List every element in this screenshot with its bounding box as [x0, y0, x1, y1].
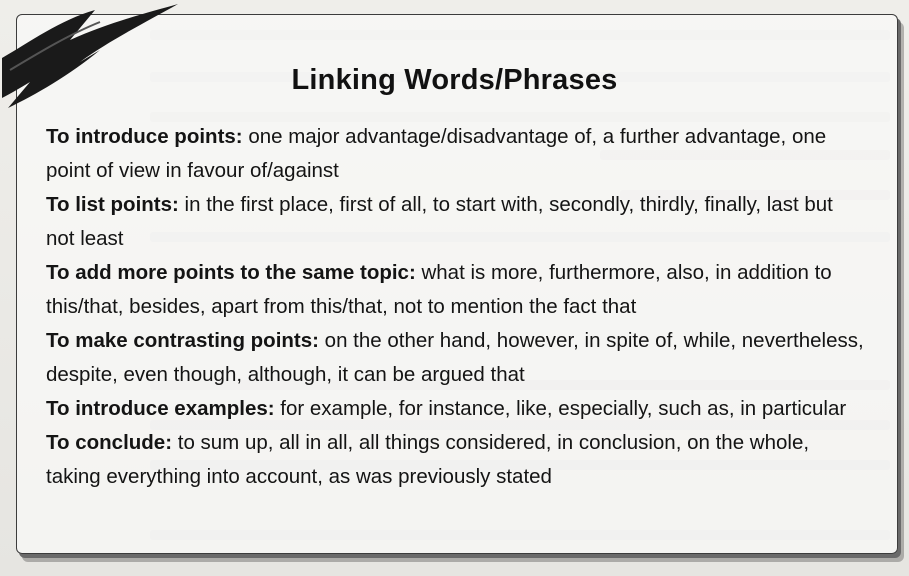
- linking-words-list: [46, 120, 866, 494]
- entry-text: one major advantage/disadvantage of, a further advantage, one point of view in favour of/against: [46, 125, 827, 182]
- entry-add-points: [46, 256, 866, 324]
- entry-heading: To introduce points:: [46, 125, 243, 148]
- entry-conclude: [46, 426, 866, 494]
- entry-text: on the other hand, however, in spite of, while, nevertheless, despite, even though, although, it can be argued that: [46, 329, 864, 386]
- entry-heading: To conclude:: [46, 431, 173, 454]
- page-title: Linking Words/Phrases: [291, 64, 618, 96]
- entry-text: what is more, furthermore, also, in addition to this/that, besides, apart from this/that, not to mention the fact that: [46, 261, 832, 318]
- entry-introduce-examples: [46, 392, 866, 426]
- entry-heading: To make contrasting points:: [46, 329, 319, 352]
- entry-heading: To list points:: [46, 193, 179, 216]
- entry-heading: To introduce examples:: [46, 397, 275, 420]
- entry-contrasting-points: [46, 324, 866, 392]
- entry-text: to sum up, all in all, all things considered, in conclusion, on the whole, taking everything into account, as was previously stated: [46, 431, 810, 488]
- entry-text: for example, for instance, like, especially, such as, in particular: [274, 397, 847, 420]
- entry-introduce-points: [46, 120, 866, 188]
- entry-heading: To add more points to the same topic:: [46, 261, 416, 284]
- entry-text: in the first place, first of all, to start with, secondly, thirdly, finally, last but not least: [46, 193, 833, 250]
- entry-list-points: [46, 188, 866, 256]
